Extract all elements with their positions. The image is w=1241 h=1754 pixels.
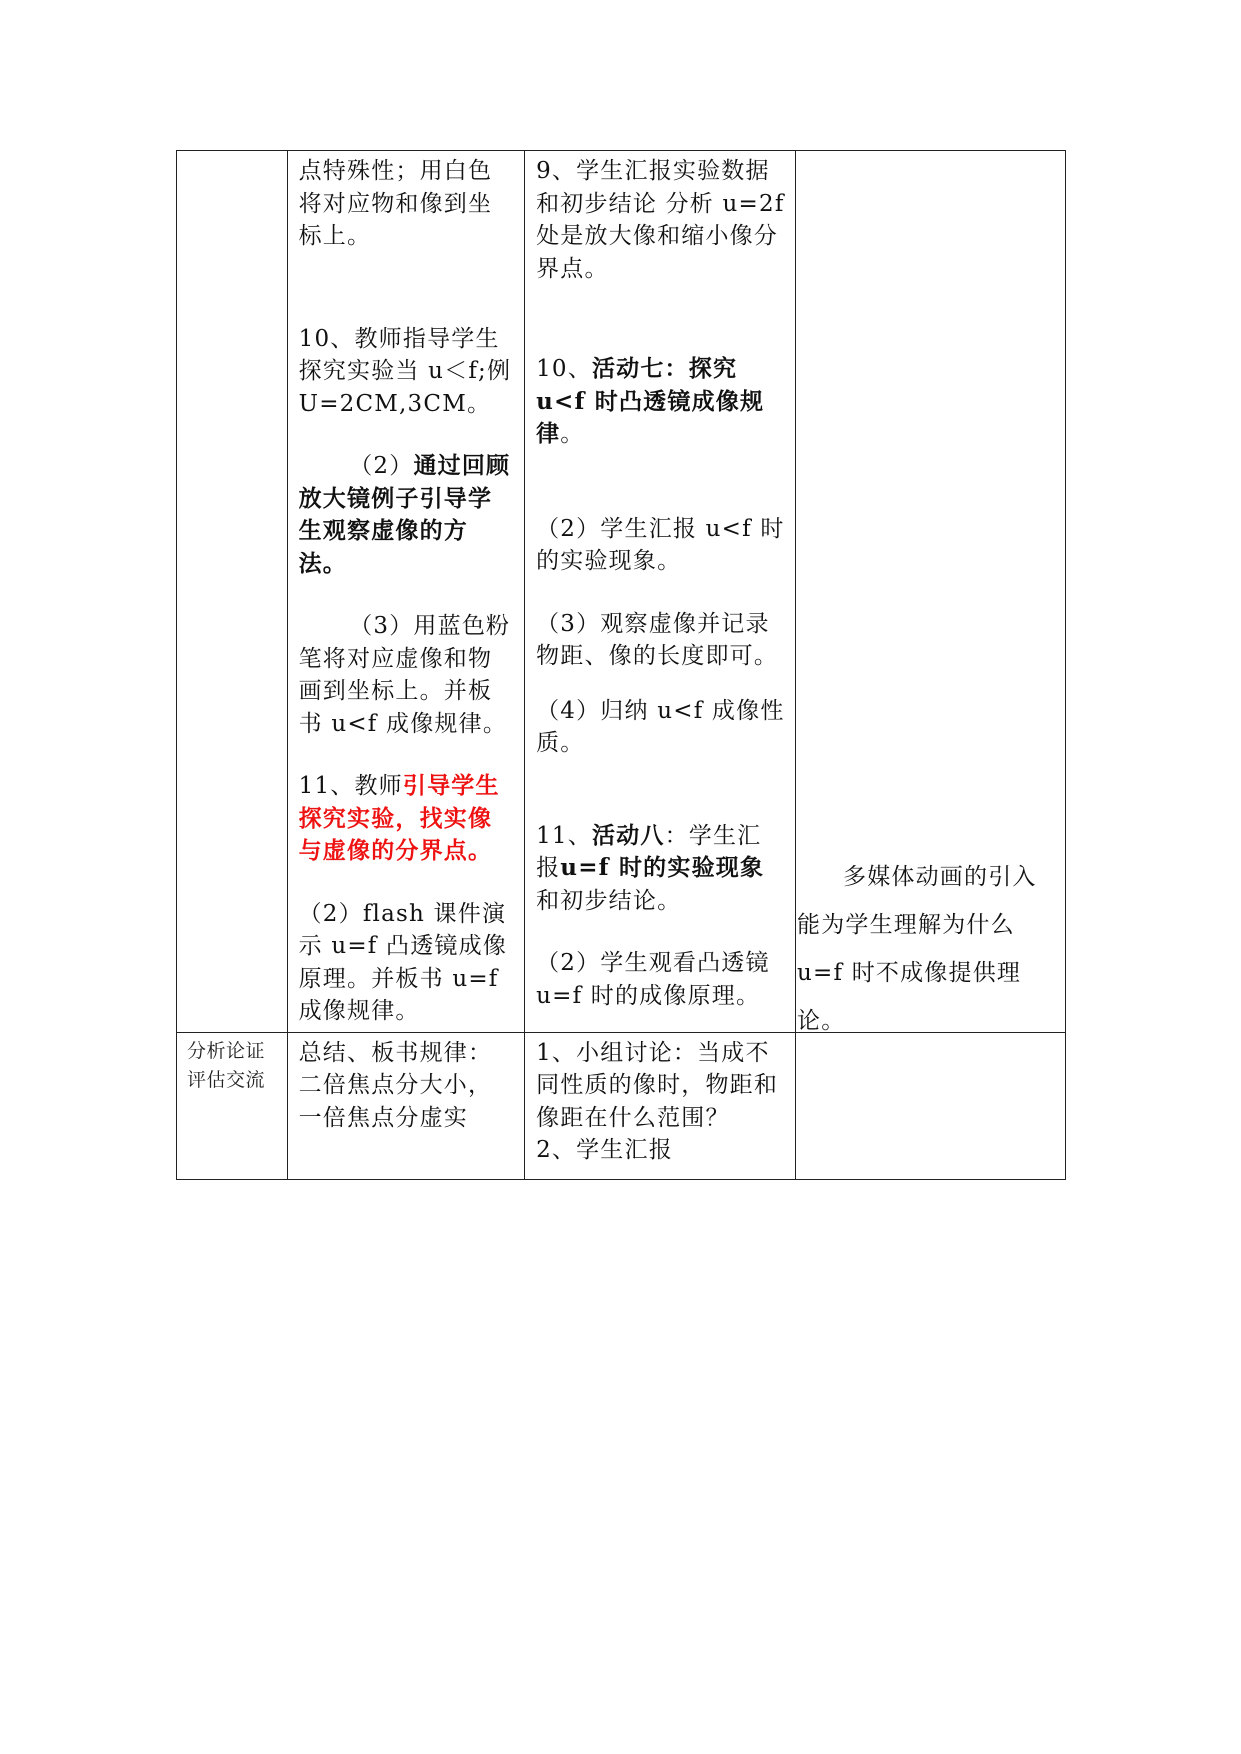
table-row xyxy=(177,1032,1066,1179)
design-intent-note xyxy=(797,853,1059,1045)
stage-label: 评估交流 xyxy=(187,1068,266,1091)
note-line: 多媒体动画的引入 xyxy=(843,864,1037,890)
teacher-activity-cell xyxy=(287,151,524,1033)
student-text: （2）学生汇报 u<f 时的实验现象。 xyxy=(536,515,785,574)
teacher-text: 10、教师指导学生探究实验当 u＜f;例 U=2CM,3CM。 xyxy=(298,325,512,417)
note-line: 能为学生理解为什么 xyxy=(797,912,1015,938)
stage-cell xyxy=(177,1032,288,1179)
teacher-text: （2）flash 课件演示 u=f 凸透镜成像原理。并板书 u=f 成像规律。 xyxy=(298,900,508,1024)
teacher-text: 11、教师引导学生探究实验，找实像与虚像的分界点。 xyxy=(298,772,500,864)
student-text: 10、活动七：探究 u<f 时凸透镜成像规律。 xyxy=(536,355,765,447)
teacher-activity-cell xyxy=(287,1032,524,1179)
student-text: 2、学生汇报 xyxy=(536,1137,673,1163)
teacher-text: 总结、板书规律：二倍焦点分大小，一倍焦点分虚实 xyxy=(298,1039,493,1131)
student-activity-cell xyxy=(525,1032,796,1179)
stage-cell xyxy=(177,151,288,1033)
teacher-text: （3）用蓝色粉笔将对应虚像和物画到坐标上。并板书 u<f 成像规律。 xyxy=(298,613,511,737)
student-text: 1、小组讨论：当成不同性质的像时，物距和像距在什么范围？ xyxy=(536,1039,779,1131)
student-text: （3）观察虚像并记录物距、像的长度即可。 xyxy=(536,610,779,669)
note-line: u=f 时不成像提供理论。 xyxy=(797,960,1022,1034)
student-text: 11、活动八：学生汇报u=f 时的实验现象和初步结论。 xyxy=(536,821,765,914)
stage-label: 分析论证 xyxy=(187,1039,266,1062)
student-text: 9、学生汇报实验数据和初步结论 分析 u=2f 处是放大像和缩小像分界点。 xyxy=(536,158,785,282)
student-activity-cell xyxy=(525,151,796,1033)
design-intent-cell xyxy=(796,1032,1066,1179)
student-text: （4）归纳 u<f 成像性质。 xyxy=(536,697,785,756)
teacher-text: 点特殊性；用白色将对应物和像到坐标上。 xyxy=(298,158,493,249)
student-text: （2）学生观看凸透镜 u=f 时的成像原理。 xyxy=(536,950,770,1009)
teacher-text: （2）通过回顾放大镜例子引导学生观察虚像的方法。 xyxy=(298,452,511,577)
